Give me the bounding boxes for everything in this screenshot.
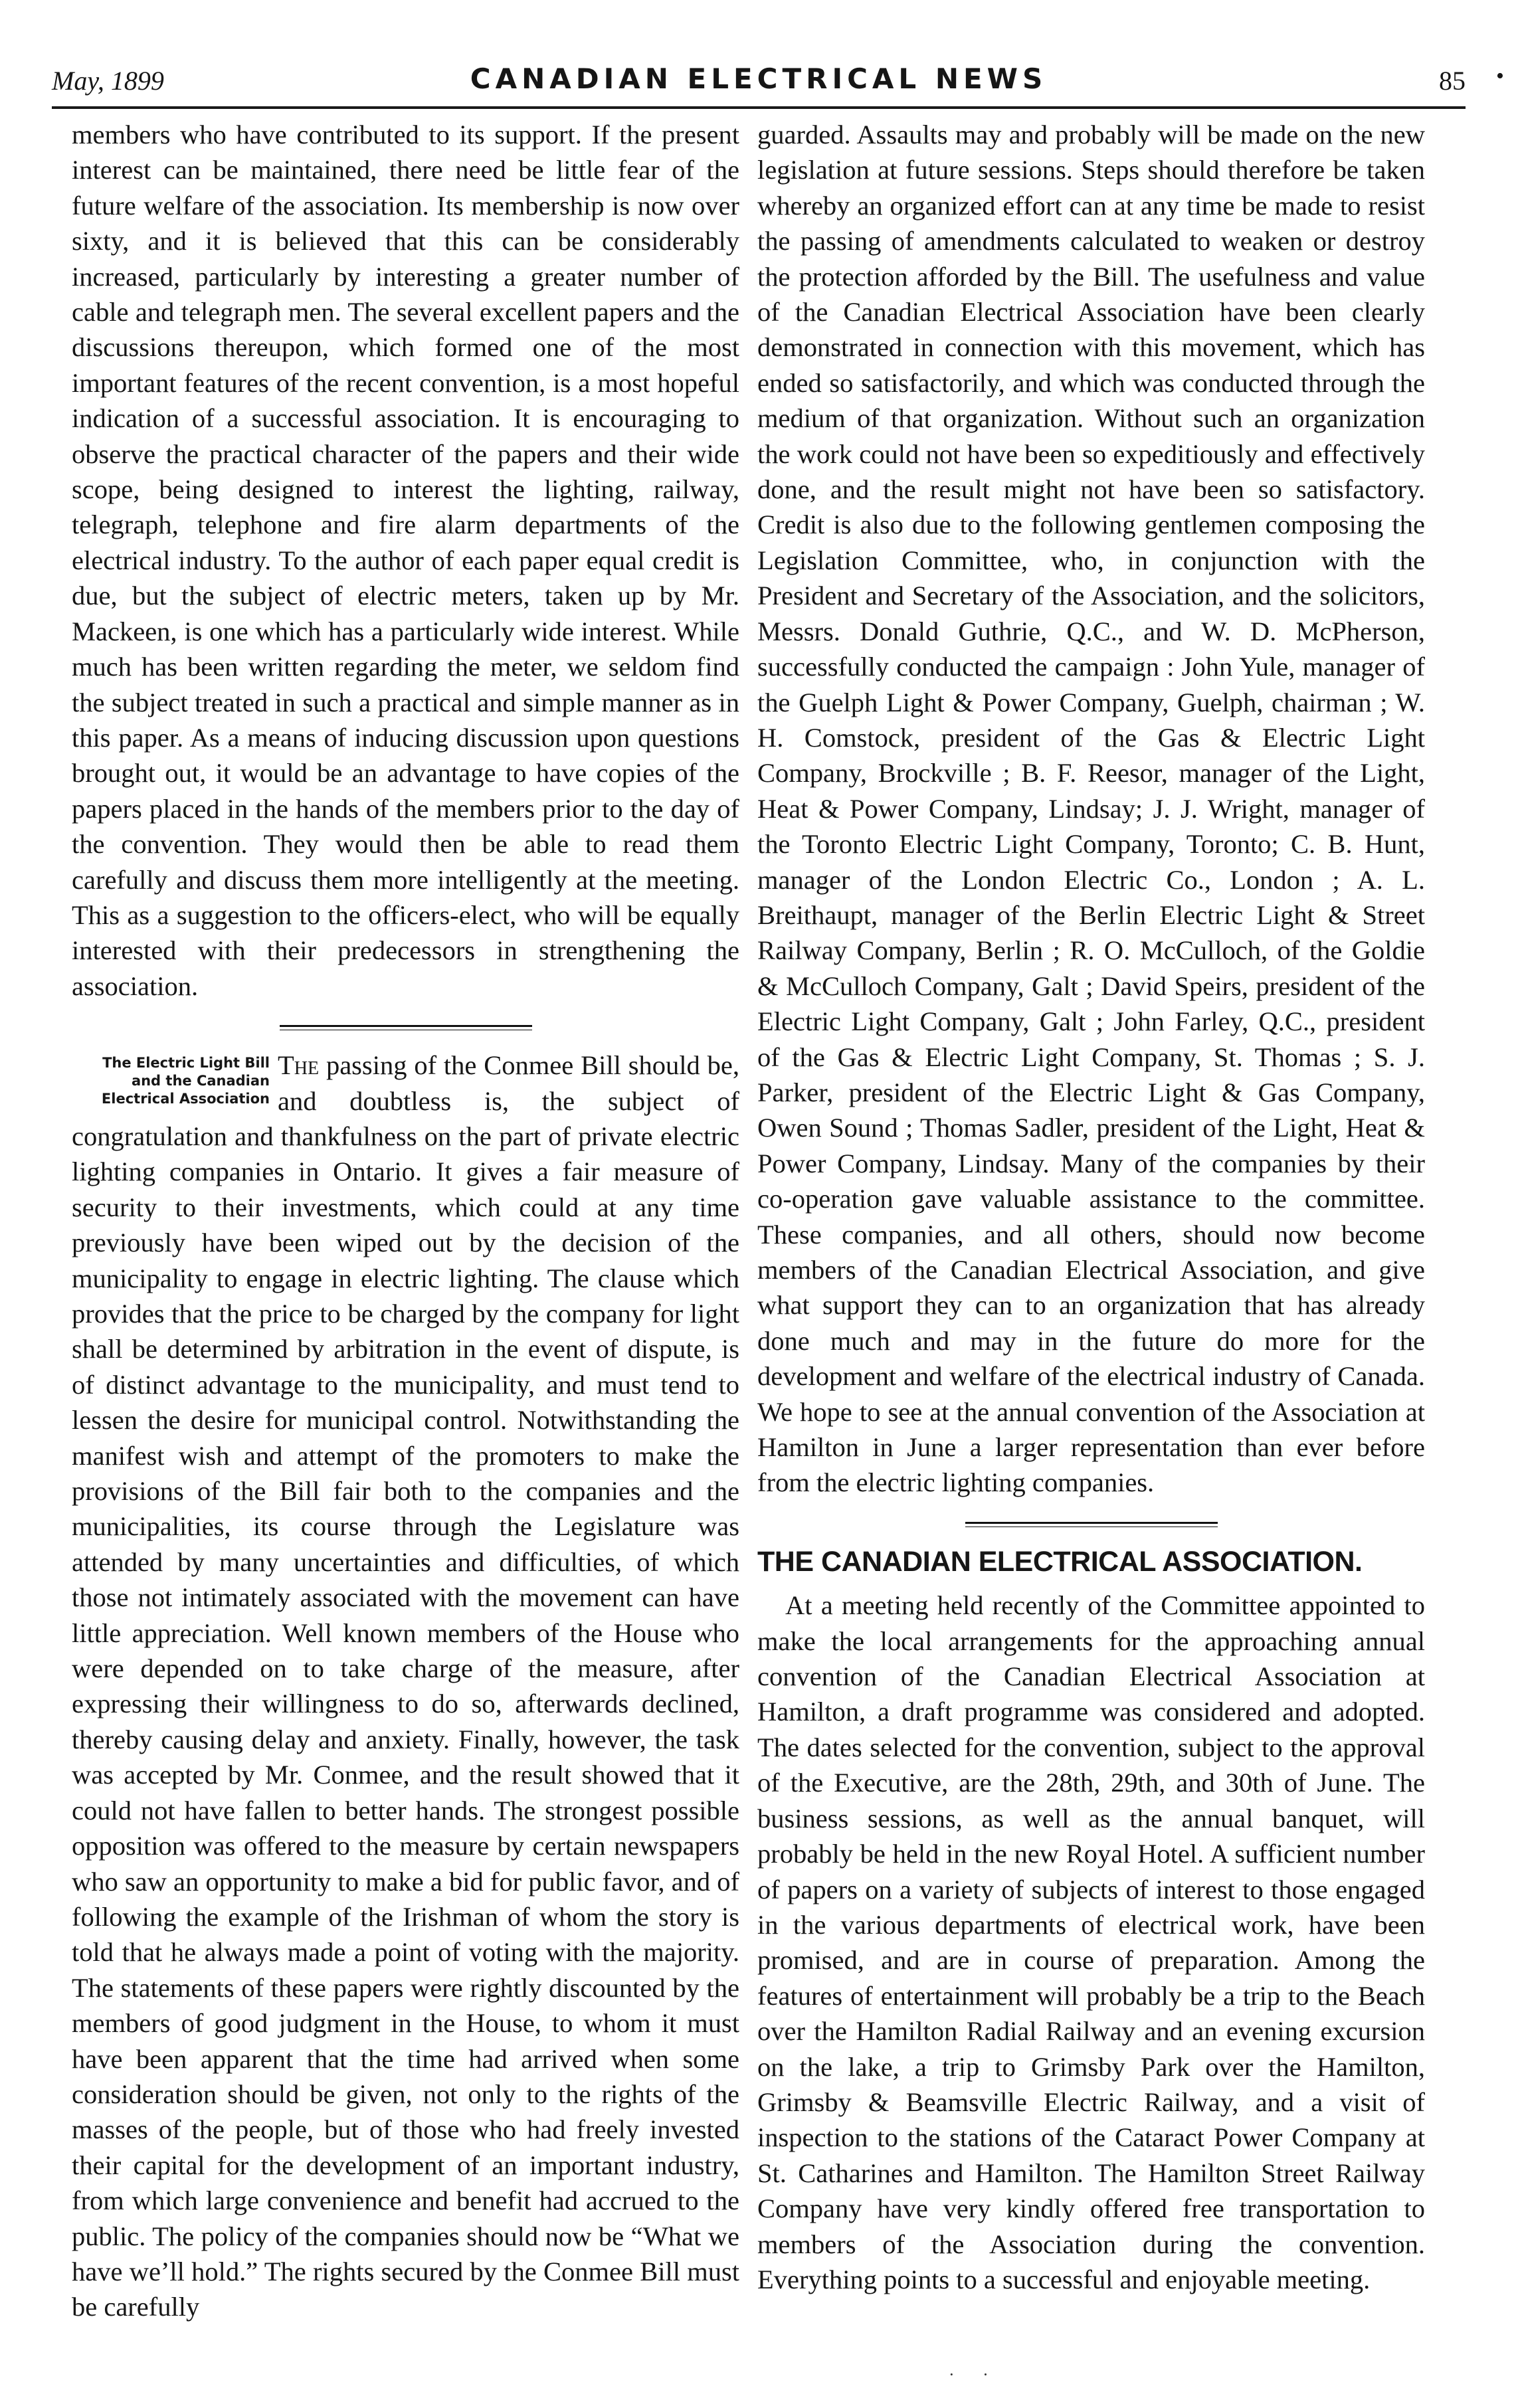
lead-word: The [278, 1050, 320, 1081]
sidenote [72, 1054, 270, 1108]
section-divider [965, 1522, 1218, 1527]
sidenote-label: The Electric Light Bill and the Canadian Electrical Association [101, 1055, 270, 1107]
page-header [52, 58, 1466, 109]
article-heading: THE CANADIAN ELECTRICAL ASSOCIATION. [757, 1545, 1363, 1578]
left-column [72, 117, 739, 2325]
editorial-paragraph-association: members who have contributed to its support. If the present interest can be maintained, there need be little fear of the future welfare of the association. Its membership is now over sixty, and it is believed that this can be considerably increased, particularly by interesting a greater number of cable and telegraph men. The several excellent papers and the discussions thereupon, which formed one of the most important features of the recent convention, is a most hopeful indication of a successful association. It is encouraging to observe the practical character of the papers and their wide scope, being designed to interest the lighting, railway, telegraph, telephone and fire alarm departments of the electrical industry. To the author of each paper equal credit is due, but the subject of electric meters, taken up by Mr. Mackeen, is one which has a particularly wide interest. While much has been written regarding the meter, we seldom find the subject treated in such a practical and simple manner as in this paper. As a means of inducing discussion upon questions brought out, it would be an advantage to have copies of the papers placed in the hands of the members prior to the day of the convention. They would then be able to read them carefully and discuss them more intelligently at the meeting. This as a suggestion to the officers-elect, who will be equally interested with their predecessors in strengthening the association. [72, 120, 739, 1001]
issue-date: May, 1899 [52, 66, 164, 96]
article-paragraph-convention: At a meeting held recently of the Committee appointed to make the local arrangements for the approaching annual convention of the Canadian Electrical Association at Hamilton, a draft programme was considered and adopted. The dates selected for the convention, subject to the approval of the Executive, are the 28th, 29th, and 30th of June. The business sessions, as well as the annual banquet, will probably be held in the new Royal Hotel. A sufficient number of papers on a variety of subjects of interest to those engaged in the various departments of electrical work, have been promised, and are in course of preparation. Among the features of entertainment will probably be a trip to the Beach over the Hamilton Radial Railway and an evening excursion on the lake, a trip to Grimsby Park over the Hamilton, Grimsby & Beamsville Electric Railway, and a visit of inspection to the stations of the Cataract Power Company at St. Catharines and Hamilton. The Hamilton Street Railway Company have very kindly offered free transportation to members of the Association during the convention. Everything points to a successful and enjoyable meeting. [757, 1590, 1425, 2294]
editorial-paragraph-continued: guarded. Assaults may and probably will be made on the new legislation at future sessions. Steps should therefore be taken whereby an organized effort can at any time be made to resist the passing of amendments calculated to weaken or destroy the protection afforded by the Bill. The usefulness and value of the Canadian Electrical Association have been clearly demonstrated in connection with this movement, which has ended so satisfactorily, and which was conducted through the medium of that organization. Without such an organization the work could not have been so expeditiously and effectively done, and the result might not have been so satisfactory. Credit is also due to the following gentlemen composing the Legislation Committee, who, in conjunction with the President and Secretary of the Association, and the solicitors, Messrs. Donald Guthrie, Q.C., and W. D. McPherson, successfully conducted the campaign : John Yule, manager of the Guelph Light & Power Company, Guelph, chairman ; W. H. Comstock, president of the Gas & Electric Light Company, Brockville ; B. F. Reesor, manager of the Light, Heat & Power Company, Lindsay; J. J. Wright, manager of the Toronto Electric Light Company, Toronto; C. B. Hunt, manager of the London Electric Co., London ; A. L. Breithaupt, manager of the Berlin Electric Light & Street Railway Company, Berlin ; R. O. McCulloch, of the Goldie & McCulloch Company, Galt ; David Speirs, president of the Electric Light Company, Galt ; John Farley, Q.C., president of the Gas & Electric Light Company, St. Thomas ; S. J. Parker, president of the Electric Light & Gas Company, Owen Sound ; Thomas Sadler, president of the Light, Heat & Power Company, Lindsay. Many of the companies by their co-operation gave valuable assistance to the committee. These companies, and all others, should now become members of the Canadian Electrical Association, and give what support they can to an organization that has already done much and may in the future do more for the development and welfare of the electrical industry of Canada. We hope to see at the annual convention of the Association at Hamilton in June a larger representation than ever before from the electric lighting companies. [757, 120, 1425, 1498]
margin-mark: • [1496, 64, 1504, 88]
conmee-bill-text: passing of the Conmee Bill should be, and doubtless is, the subject of congratulation and thankfulness on the part of private electric lighting companies in Ontario. It gives a fair measure of security to their investments, which could at any time previously have been wiped out by the decision of the municipality to engage in electric lighting. The clause which provides that the price to be charged by the company for light shall be determined by arbitration in the event of dispute, is of distinct advantage to the municipality, and must tend to lessen the desire for municipal control. Notwithstanding the manifest wish and attempt of the promoters to make the provisions of the Bill fair both to the companies and the municipalities, its course through the Legislature was attended by many uncertainties and difficulties, of which those not intimately associated with the movement can have little appreciation. Well known members of the House who were depended on to take charge of the measure, after expressing their willingness to do so, afterwards declined, thereby causing delay and anxiety. Finally, however, the task was accepted by Mr. Conmee, and the result showed that it could not have fallen to better hands. The strongest possible opposition was offered to the measure by certain newspapers who saw an opportunity to make a bid for public favor, and of following the example of the Irishman of whom the story is told that he always made a point of voting with the majority. The statements of these papers were rightly discounted by the members of good judgment in the House, to whom it must have been apparent that the time had arrived when some consideration should be given, not only to the rights of the masses of the people, but of those who had freely invested their capital for the development of an important industry, from which large convenience and benefit had accrued to the public. The policy of the companies should now be “What we have we’ll hold.” The rights secured by the Conmee Bill must be carefully [72, 1050, 740, 2322]
section-divider [280, 1025, 532, 1030]
publication-title: CANADIAN ELECTRICAL NEWS [470, 62, 1048, 95]
decorative-dots: · · [949, 2365, 1000, 2384]
page-number: 85 [1439, 66, 1466, 96]
editorial-paragraph-conmee-bill [72, 1048, 739, 2325]
right-column [757, 117, 1425, 2297]
